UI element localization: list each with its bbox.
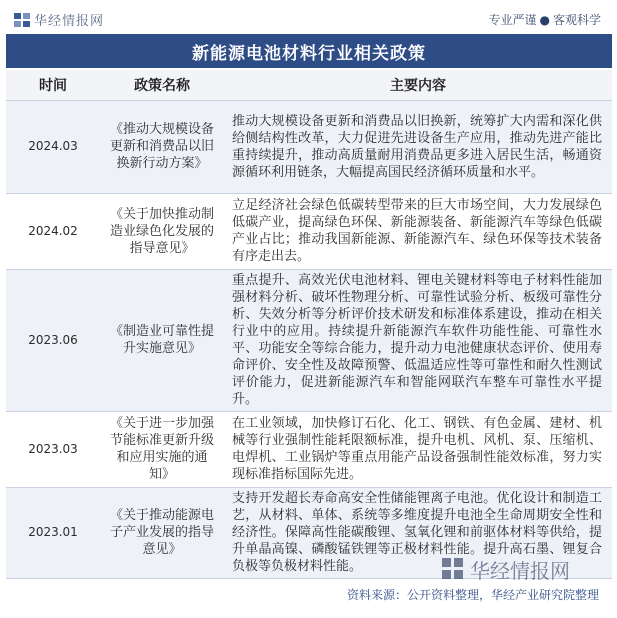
watermark-logo	[438, 552, 590, 588]
watermark-text: 华经情报网	[470, 559, 570, 583]
row-policy-name: 《制造业可靠性提升实施意见》	[100, 269, 224, 411]
slogan-left: 专业严谨	[488, 13, 537, 27]
dot-icon: ●	[539, 13, 550, 27]
table-row	[6, 411, 612, 487]
row-content: 立足经济社会绿色低碳转型带来的巨大市场空间，大力发展绿色低碳产业，提高绿色环保、新能源装备、新能源汽车等绿色低碳产业占比；推动我国新能源、新能源汽车、绿色环保等技术装备有序走出去。	[224, 193, 612, 269]
header-time: 时间	[6, 70, 100, 100]
policy-table-container	[6, 70, 612, 578]
source-note: 资料来源：公开资料整理，华经产业研究院整理	[346, 588, 599, 602]
row-content: 支持开发超长寿命高安全性储能锂离子电池。优化设计和制造工艺，从材料、单体、系统等多维度提升电池全生命周期安全性和经济性。保障高性能碳酸锂、氢氧化锂和前驱体材料等供给，提升单晶高镍、磷酸锰铁锂等正极材料性能。提升高石墨、锂复合负极等负极材料性能。	[224, 487, 612, 578]
brand-logo[interactable]	[14, 10, 104, 29]
table-row	[6, 100, 612, 193]
slogan	[488, 11, 601, 28]
row-time: 2024.03	[6, 100, 100, 193]
header-policy-name: 政策名称	[100, 70, 224, 100]
row-policy-name: 《关于推动能源电子产业发展的指导意见》	[100, 487, 224, 578]
top-bar	[0, 0, 617, 34]
page-title	[6, 34, 612, 68]
row-content: 推动大规模设备更新和消费品以旧换新，统筹扩大内需和深化供给侧结构性改革，大力促进先进设备生产应用，推动先进产能比重持续提升，推动高质量耐用消费品更多进入居民生活，畅通资源循环利用链条，大幅提高国民经济循环质量和水平。	[224, 100, 612, 193]
row-time: 2023.03	[6, 411, 100, 487]
row-time: 2023.01	[6, 487, 100, 578]
brand-name: 华经情报网	[34, 14, 105, 29]
page-title-text: 新能源电池材料行业相关政策	[192, 43, 426, 64]
row-content: 在工业领域，加快修订石化、化工、钢铁、有色金属、建材、机械等行业强制性能耗限额标准，提升电机、风机、泵、压缩机、电焊机、工业锅炉等重点用能产品设备强制性能效标准，努力实现标准指标国际先进。	[224, 411, 612, 487]
row-content: 重点提升、高效光伏电池材料、锂电关键材料等电子材料性能加强材料分析、破坏性物理分析、可靠性试验分析、板级可靠性分析、失效分析等分析评价技术研发和标准体系建设，推动在相关行业中的应用。持续提升新能源汽车软件功能性能、可靠性水平、功能安全等综合能力，提升动力电池健康状态评价、使用寿命评价、安全性及故障预警、低温适应性等可靠性和耐久性测试评价能力，促进新能源汽车和智能网联汽车整车可靠性水平提升。	[224, 269, 612, 411]
header-content: 主要内容	[224, 70, 612, 100]
row-time: 2023.06	[6, 269, 100, 411]
table-header-row	[6, 70, 612, 100]
row-policy-name: 《关于进一步加强节能标准更新升级和应用实施的通知》	[100, 411, 224, 487]
hj-logo-icon	[14, 13, 30, 27]
slogan-right: 客观科学	[552, 13, 601, 27]
table-row	[6, 193, 612, 269]
table-row	[6, 269, 612, 411]
row-policy-name: 《关于加快推动制造业绿色化发展的指导意见》	[100, 193, 224, 269]
policy-table	[6, 70, 612, 579]
row-time: 2024.02	[6, 193, 100, 269]
footer	[0, 584, 617, 604]
row-policy-name: 《推动大规模设备更新和消费品以旧换新行动方案》	[100, 100, 224, 193]
